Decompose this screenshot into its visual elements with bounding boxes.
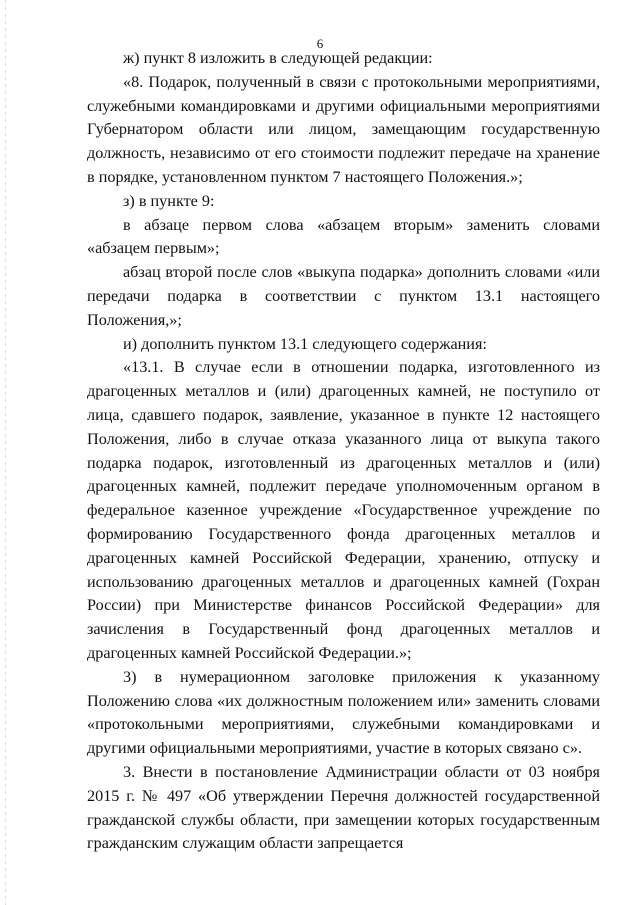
- paragraph-item-zh: ж) пункт 8 изложить в следующей редакции:: [123, 49, 433, 67]
- paragraph-first-abzac: в абзаце первом слова «абзацем вторым» заменить словами «абзацем первым»;: [87, 215, 600, 258]
- paragraph-item-z: з) в пункте 9:: [123, 191, 215, 210]
- paragraph-item-i: и) дополнить пунктом 13.1 следующего содержания:: [123, 334, 487, 353]
- paragraph-quote-8: «8. Подарок, полученный в связи с протокольными мероприятиями, служебными командировками и другими официальными мероприятиями Губернатором области или лицом, замещающим государственную должность, независимо от его стоимости подлежит передаче на хранение в порядке, установленном пунктом 7 настоящего Положения.»;: [87, 72, 600, 186]
- paragraph-quote-13-1: «13.1. В случае если в отношении подарка, изготовленного из драгоценных металлов и (или) драгоценных камней, не поступило от лица, сдавшего подарок, заявление, указанное в пункте 12 настоящего Положения, либо в случае отказа указанного лица от выкупа такого подарка подарок, изготовленный из драгоценных металлов и (или) драгоценных камней, подлежит передаче уполномоченным органом в федеральное казенное учреждение «Государственное учреждение по формированию Государственного фонда драгоценных металлов и драгоценных камней Российской Федерации, хранению, отпуску и использованию драгоценных металлов и драгоценных камней (Гохран России) при Министерстве финансов Российской Федерации» для зачисления в Государственный фонд драгоценных металлов и драгоценных камней Российской Федерации.»;: [87, 358, 600, 662]
- document-body: [87, 47, 600, 856]
- page-number: 6: [316, 36, 324, 51]
- paragraph-second-abzac: абзац второй после слов «выкупа подарка» дополнить словами «или передачи подарка в соответствии с пунктом 13.1 настоящего Положения,»;: [87, 263, 600, 329]
- scan-edge-line: [5, 0, 6, 905]
- paragraph-item-3: 3) в нумерационном заголовке приложения к указанному Положению слова «их должностным положением или» заменить словами «протокольными мероприятиями, служебными командировками и другими официальными мероприятиями, участие в которых связано с».: [87, 667, 600, 758]
- paragraph-section-3: 3. Внести в постановление Администрации области от 03 ноября 2015 г. № 497 «Об утверждении Перечня должностей государственной гражданской службы области, при замещении которых государственным гражданским служащим области запрещается: [87, 762, 600, 853]
